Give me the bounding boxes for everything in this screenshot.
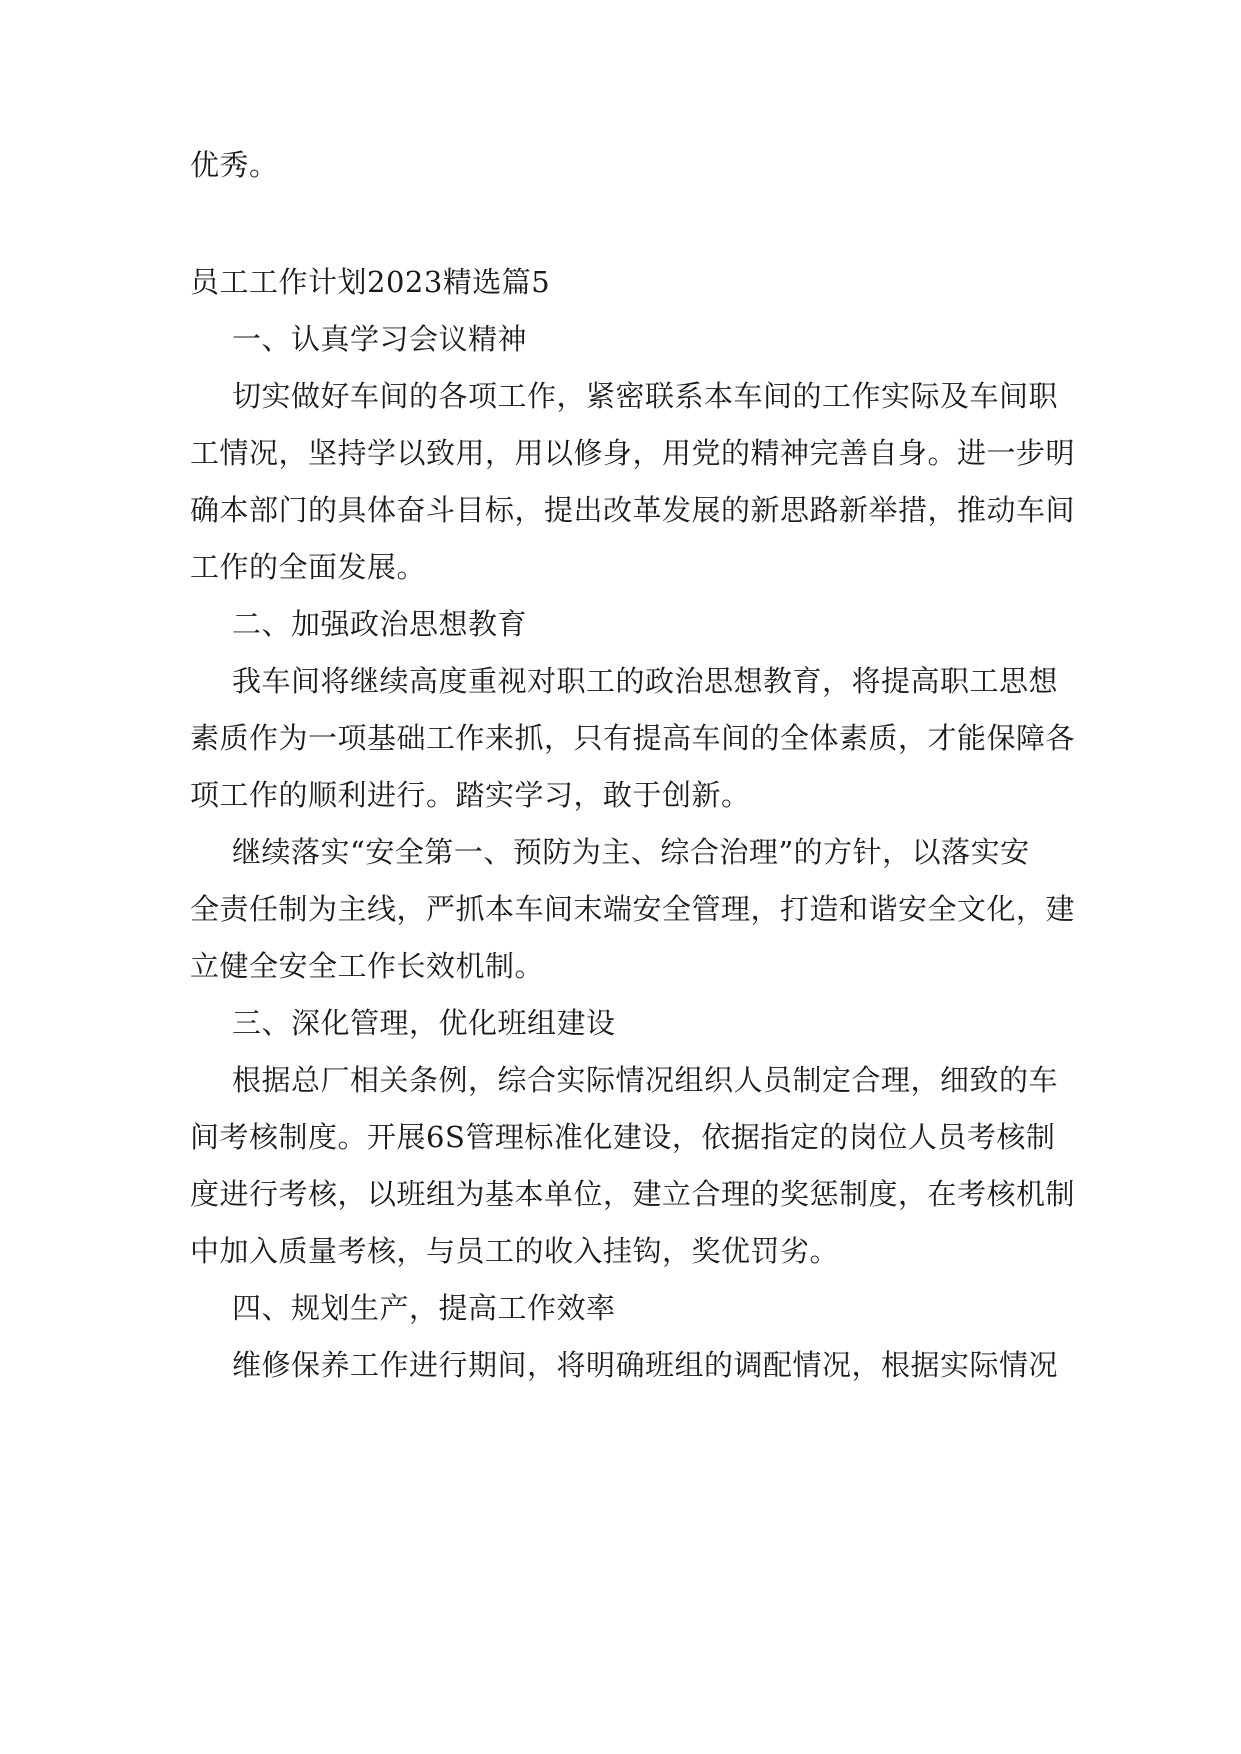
paragraph-line: 我车间将继续高度重视对职工的政治思想教育，将提高职工思想 xyxy=(232,664,1059,698)
paragraph-line: 继续落实“安全第一、预防为主、综合治理”的方针，以落实安 xyxy=(232,835,1030,869)
paragraph-line: 根据总厂相关条例，综合实际情况组织人员制定合理，细致的车 xyxy=(232,1063,1059,1097)
paragraph-line: 间考核制度。开展6S管理标准化建设，依据指定的岗位人员考核制 xyxy=(190,1120,1056,1154)
paragraph-line: 工情况，坚持学以致用，用以修身，用党的精神完善自身。进一步明 xyxy=(190,436,1076,470)
paragraph-line: 工作的全面发展。 xyxy=(190,550,427,584)
paragraph-line: 全责任制为主线，严抓本车间末端安全管理，打造和谐安全文化，建 xyxy=(190,892,1076,926)
paragraph-line: 确本部门的具体奋斗目标，提出改革发展的新思路新举措，推动车间 xyxy=(190,493,1076,527)
paragraph-line: 素质作为一项基础工作来抓，只有提高车间的全体素质，才能保障各 xyxy=(190,721,1076,755)
paragraph-line: 度进行考核，以班组为基本单位，建立合理的奖惩制度，在考核机制 xyxy=(190,1177,1076,1211)
paragraph-line: 立健全安全工作长效机制。 xyxy=(190,949,545,983)
section-heading-1: 一、认真学习会议精神 xyxy=(232,322,528,356)
paragraph-line: 中加入质量考核，与员工的收入挂钩，奖优罚劣。 xyxy=(190,1234,840,1268)
section-heading-3: 三、深化管理，优化班组建设 xyxy=(232,1006,616,1040)
section-heading-4: 四、规划生产，提高工作效率 xyxy=(232,1291,616,1325)
section-heading-2: 二、加强政治思想教育 xyxy=(232,607,528,641)
section-title: 员工工作计划2023精选篇5 xyxy=(190,265,551,299)
carryover-text: 优秀。 xyxy=(190,148,279,182)
paragraph-line: 项工作的顺利进行。踏实学习，敢于创新。 xyxy=(190,778,751,812)
paragraph-line: 维修保养工作进行期间，将明确班组的调配情况，根据实际情况 xyxy=(232,1348,1059,1382)
paragraph-line: 切实做好车间的各项工作，紧密联系本车间的工作实际及车间职 xyxy=(232,379,1059,413)
